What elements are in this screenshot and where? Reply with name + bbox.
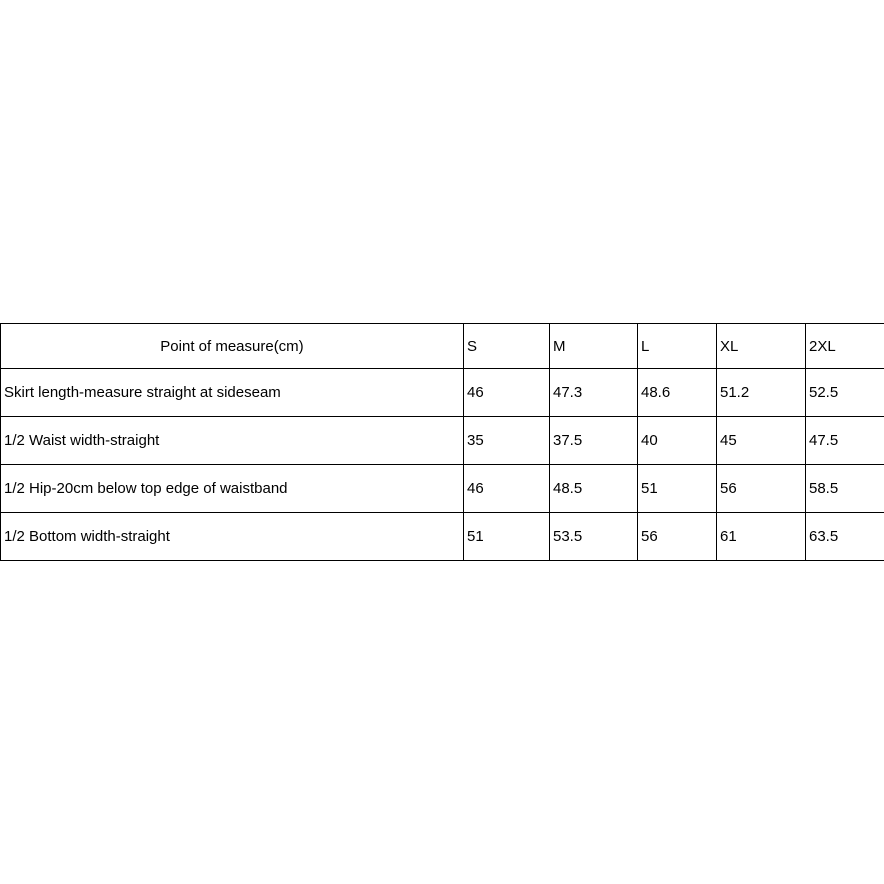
cell-value: 51.2 (717, 369, 806, 417)
cell-value: 37.5 (550, 417, 638, 465)
row-label: 1/2 Waist width-straight (1, 417, 464, 465)
table-row (1, 465, 884, 513)
header-point-of-measure: Point of measure(cm) (1, 324, 464, 369)
cell-value: 47.5 (806, 417, 884, 465)
header-size-s: S (464, 324, 550, 369)
table-row (1, 369, 884, 417)
cell-value: 63.5 (806, 513, 884, 561)
header-size-xl: XL (717, 324, 806, 369)
cell-value: 56 (717, 465, 806, 513)
table-header-row (1, 324, 884, 369)
size-chart-table (0, 323, 884, 561)
cell-value: 51 (464, 513, 550, 561)
cell-value: 58.5 (806, 465, 884, 513)
row-label: Skirt length-measure straight at sideseam (1, 369, 464, 417)
cell-value: 56 (638, 513, 717, 561)
cell-value: 46 (464, 369, 550, 417)
cell-value: 40 (638, 417, 717, 465)
header-size-l: L (638, 324, 717, 369)
cell-value: 46 (464, 465, 550, 513)
row-label: 1/2 Hip-20cm below top edge of waistband (1, 465, 464, 513)
row-label: 1/2 Bottom width-straight (1, 513, 464, 561)
cell-value: 45 (717, 417, 806, 465)
cell-value: 52.5 (806, 369, 884, 417)
cell-value: 47.3 (550, 369, 638, 417)
cell-value: 61 (717, 513, 806, 561)
header-size-2xl: 2XL (806, 324, 884, 369)
cell-value: 53.5 (550, 513, 638, 561)
header-size-m: M (550, 324, 638, 369)
table-row (1, 513, 884, 561)
table-row (1, 417, 884, 465)
cell-value: 51 (638, 465, 717, 513)
cell-value: 48.5 (550, 465, 638, 513)
cell-value: 35 (464, 417, 550, 465)
cell-value: 48.6 (638, 369, 717, 417)
